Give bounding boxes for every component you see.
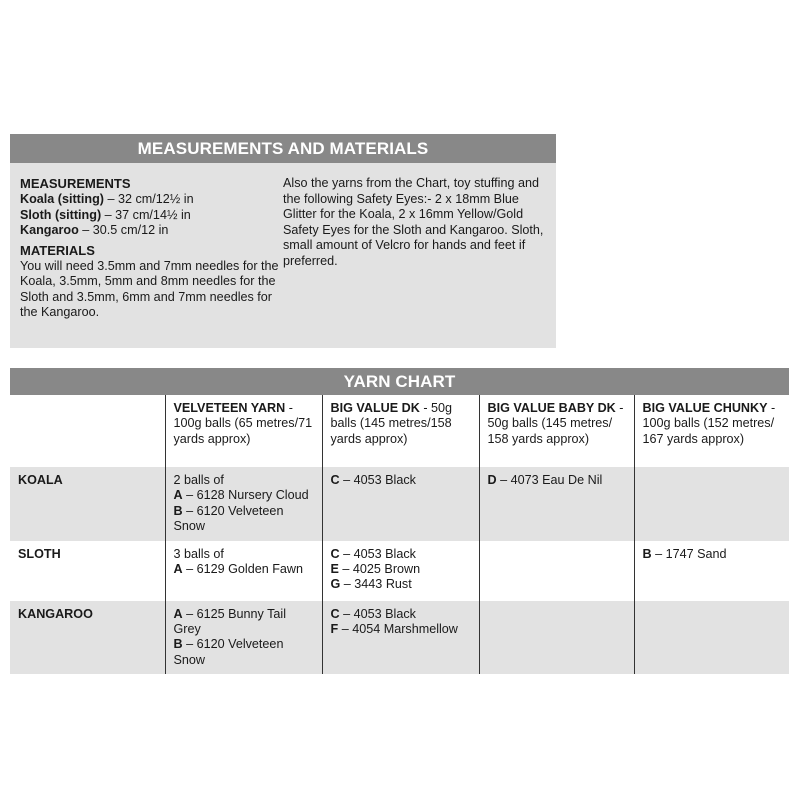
yarn-shade: – 3443 Rust <box>340 577 412 592</box>
yarn-chart-title: YARN CHART <box>10 368 789 395</box>
yarn-code: C <box>330 546 340 561</box>
header-cell-empty <box>10 395 165 467</box>
materials-heading: MATERIALS <box>20 242 95 258</box>
measurement-value: – 32 cm/12½ in <box>103 192 194 206</box>
yarn-shade: – 4073 Eau De Nil <box>496 473 603 487</box>
yarn-intro: 3 balls of <box>173 546 224 561</box>
measurement-value: – 37 cm/14½ in <box>101 207 191 222</box>
measurement-value: – 30.5 cm/12 in <box>78 223 169 237</box>
yarn-cell <box>165 601 322 675</box>
yarn-shade: – 6120 Velveteen Snow <box>173 503 284 534</box>
yarn-cell <box>634 467 789 541</box>
yarn-name: VELVETEEN YARN <box>173 401 286 415</box>
yarn-code: G <box>330 577 341 592</box>
yarn-code: A <box>173 562 183 577</box>
table-row <box>10 541 789 601</box>
animal-cell: KANGAROO <box>10 601 165 675</box>
yarn-code: A <box>173 488 183 503</box>
yarn-chart <box>10 368 789 674</box>
yarn-name: BIG VALUE DK <box>330 401 420 415</box>
yarn-cell <box>322 541 479 601</box>
extras-text: Also the yarns from the Chart, toy stuffing and the following Safety Eyes:- 2 x 18mm Blue Glitter for the Koala, 2 x 16mm Yellow/Gold Safety Eyes for the Sloth and Kangaroo. Sloth, small amount of Velcro for hands and feet if preferred. <box>283 176 544 268</box>
yarn-name: BIG VALUE CHUNKY <box>642 401 768 415</box>
yarn-cell <box>634 541 789 601</box>
header-cell <box>479 395 634 467</box>
yarn-shade: – 6128 Nursery Cloud <box>182 488 309 503</box>
animal-cell: KOALA <box>10 467 165 541</box>
yarn-item <box>331 622 471 637</box>
yarn-cell <box>479 601 634 675</box>
yarn-cell <box>479 467 634 541</box>
yarn-shade: – 4053 Black <box>339 473 416 487</box>
section-title: MEASUREMENTS AND MATERIALS <box>10 134 556 163</box>
yarn-item <box>174 504 314 535</box>
table-header-row <box>10 395 789 467</box>
measurement-item <box>20 223 285 239</box>
table-row <box>10 601 789 675</box>
header-cell <box>322 395 479 467</box>
yarn-cell <box>322 467 479 541</box>
yarn-table <box>10 395 789 674</box>
yarn-item <box>331 577 471 592</box>
yarn-detail: - 100g balls (65 metres/71 yards approx) <box>173 401 313 446</box>
measurement-item <box>20 192 285 208</box>
yarn-shade: – 4053 Black <box>339 546 416 561</box>
measurements-materials-panel <box>10 134 556 348</box>
yarn-item <box>331 473 471 488</box>
yarn-code: F <box>330 622 339 637</box>
header-cell <box>634 395 789 467</box>
yarn-shade: – 6129 Golden Fawn <box>182 562 304 577</box>
yarn-detail: - 100g balls (152 metres/ 167 yards approx) <box>642 401 776 446</box>
yarn-shade: – 6120 Velveteen Snow <box>173 637 284 667</box>
yarn-code: C <box>330 473 340 487</box>
yarn-cell <box>165 467 322 541</box>
yarn-shade: – 4025 Brown <box>338 562 421 577</box>
yarn-shade: – 4053 Black <box>339 606 416 621</box>
yarn-item <box>643 547 782 562</box>
yarn-code: A <box>173 606 183 621</box>
yarn-item <box>174 488 314 503</box>
yarn-item <box>174 637 314 668</box>
yarn-code: E <box>330 562 339 577</box>
yarn-shade: – 1747 Sand <box>651 546 727 561</box>
measurement-label: Kangaroo <box>20 223 79 237</box>
measurements-heading: MEASUREMENTS <box>20 176 131 191</box>
yarn-name: BIG VALUE BABY DK <box>487 401 616 415</box>
yarn-code: C <box>330 606 340 621</box>
yarn-cell <box>634 601 789 675</box>
yarn-code: D <box>487 473 497 487</box>
yarn-item <box>331 607 471 622</box>
yarn-item <box>174 607 314 638</box>
yarn-item <box>331 562 471 577</box>
yarn-code: B <box>173 503 183 518</box>
yarn-cell <box>165 541 322 601</box>
needles-text: You will need 3.5mm and 7mm needles for the Koala, 3.5mm, 5mm and 8mm needles for the Sloth and 3.5mm, 6mm and 7mm needles for the Kangaroo. <box>20 258 279 319</box>
yarn-code: B <box>173 637 183 652</box>
yarn-item <box>174 562 314 577</box>
measurements-column <box>20 176 285 321</box>
yarn-intro: 2 balls of <box>173 473 224 487</box>
measurement-label: Sloth (sitting) <box>20 207 102 222</box>
yarn-detail: - 50g balls (145 metres/158 yards approx) <box>330 401 453 446</box>
yarn-item <box>331 547 471 562</box>
yarn-item <box>488 473 626 488</box>
yarn-shade: – 6125 Bunny Tail Grey <box>173 606 287 637</box>
table-row <box>10 467 789 541</box>
animal-cell: SLOTH <box>10 541 165 601</box>
measurement-label: Koala (sitting) <box>20 192 104 206</box>
yarn-detail: - 50g balls (145 metres/ 158 yards approx) <box>487 401 624 446</box>
yarn-shade: – 4054 Marshmellow <box>338 622 458 637</box>
measurement-item <box>20 208 285 224</box>
header-cell <box>165 395 322 467</box>
materials-extras-column <box>283 176 548 269</box>
yarn-code: B <box>642 546 652 561</box>
yarn-cell <box>479 541 634 601</box>
yarn-cell <box>322 601 479 675</box>
